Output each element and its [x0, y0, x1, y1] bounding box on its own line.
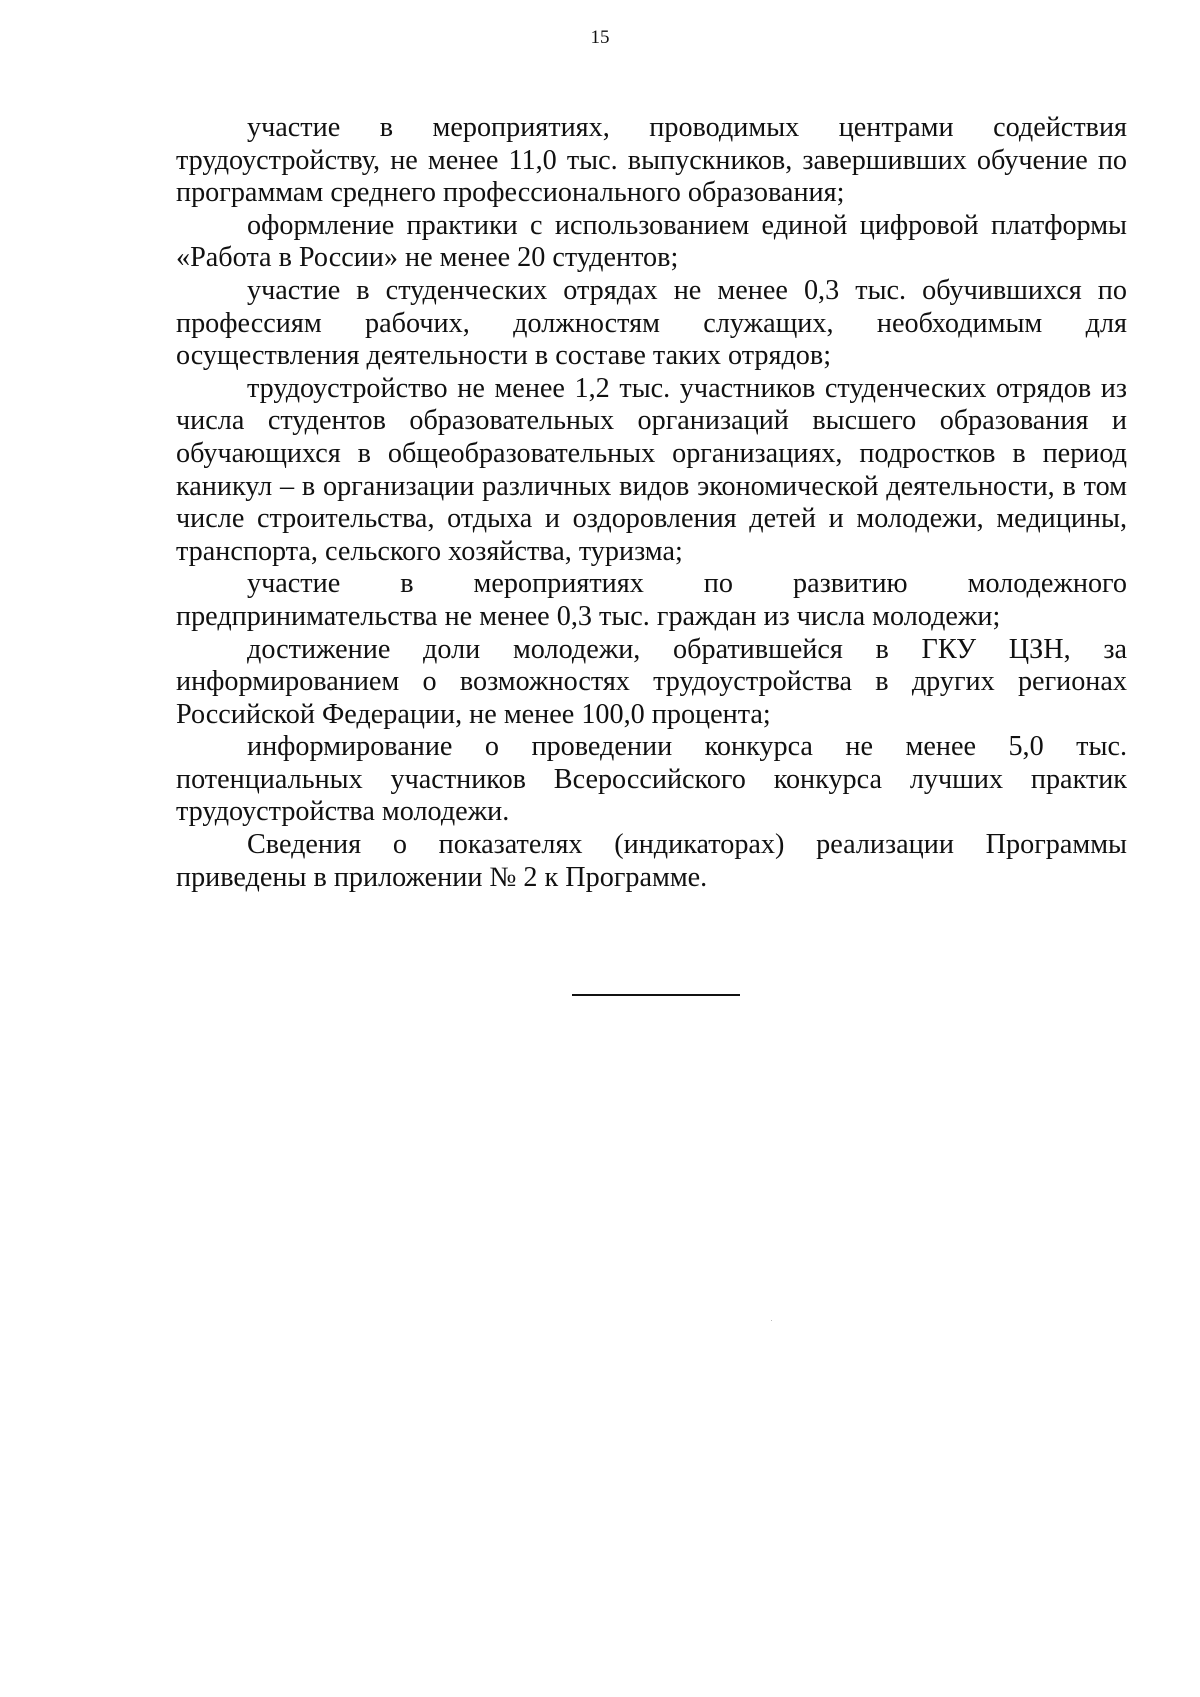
document-body	[176, 112, 1127, 894]
closing-divider	[572, 994, 740, 996]
paragraph-contest-info: информирование о проведении конкурса не менее 5,0 тыс. потенциальных участников Всероссийского конкурса лучших практик трудоустройства молодежи.	[176, 731, 1127, 828]
paragraph-indicators: Сведения о показателях (индикаторах) реализации Программы приведены в приложении № 2 к Программе.	[176, 829, 1127, 893]
paragraph-regional-info: достижение доли молодежи, обратившейся в ГКУ ЦЗН, за информированием о возможностях трудоустройства в других регионах Российской Федерации, не менее 100,0 процента;	[176, 633, 1127, 730]
page-number: 15	[590, 27, 610, 48]
paragraph-team-employment: трудоустройство не менее 1,2 тыс. участников студенческих отрядов из числа студентов образовательных организаций высшего образования и обучающихся в общеобразовательных организациях, подростков в период каникул – в организации различных видов экономической деятельности, в том числе строительства, отдыха и оздоровления детей и молодежи, медицины, транспорта, сельского хозяйства, туризма;	[176, 372, 1127, 567]
paragraph-career-centers: участие в мероприятиях, проводимых центрами содействия трудоустройству, не менее 11,0 тыс. выпускников, завершивших обучение по программам среднего профессионального образования;	[176, 112, 1127, 209]
scan-artifact	[771, 1320, 772, 1321]
paragraph-entrepreneurship: участие в мероприятиях по развитию молодежного предпринимательства не менее 0,3 тыс. граждан из числа молодежи;	[176, 568, 1127, 632]
paragraph-student-teams: участие в студенческих отрядах не менее 0,3 тыс. обучившихся по профессиям рабочих, должностям служащих, необходимым для осуществления деятельности в составе таких отрядов;	[176, 274, 1127, 372]
paragraph-practice-platform: оформление практики с использованием единой цифровой платформы «Работа в России» не менее 20 студентов;	[176, 209, 1127, 274]
